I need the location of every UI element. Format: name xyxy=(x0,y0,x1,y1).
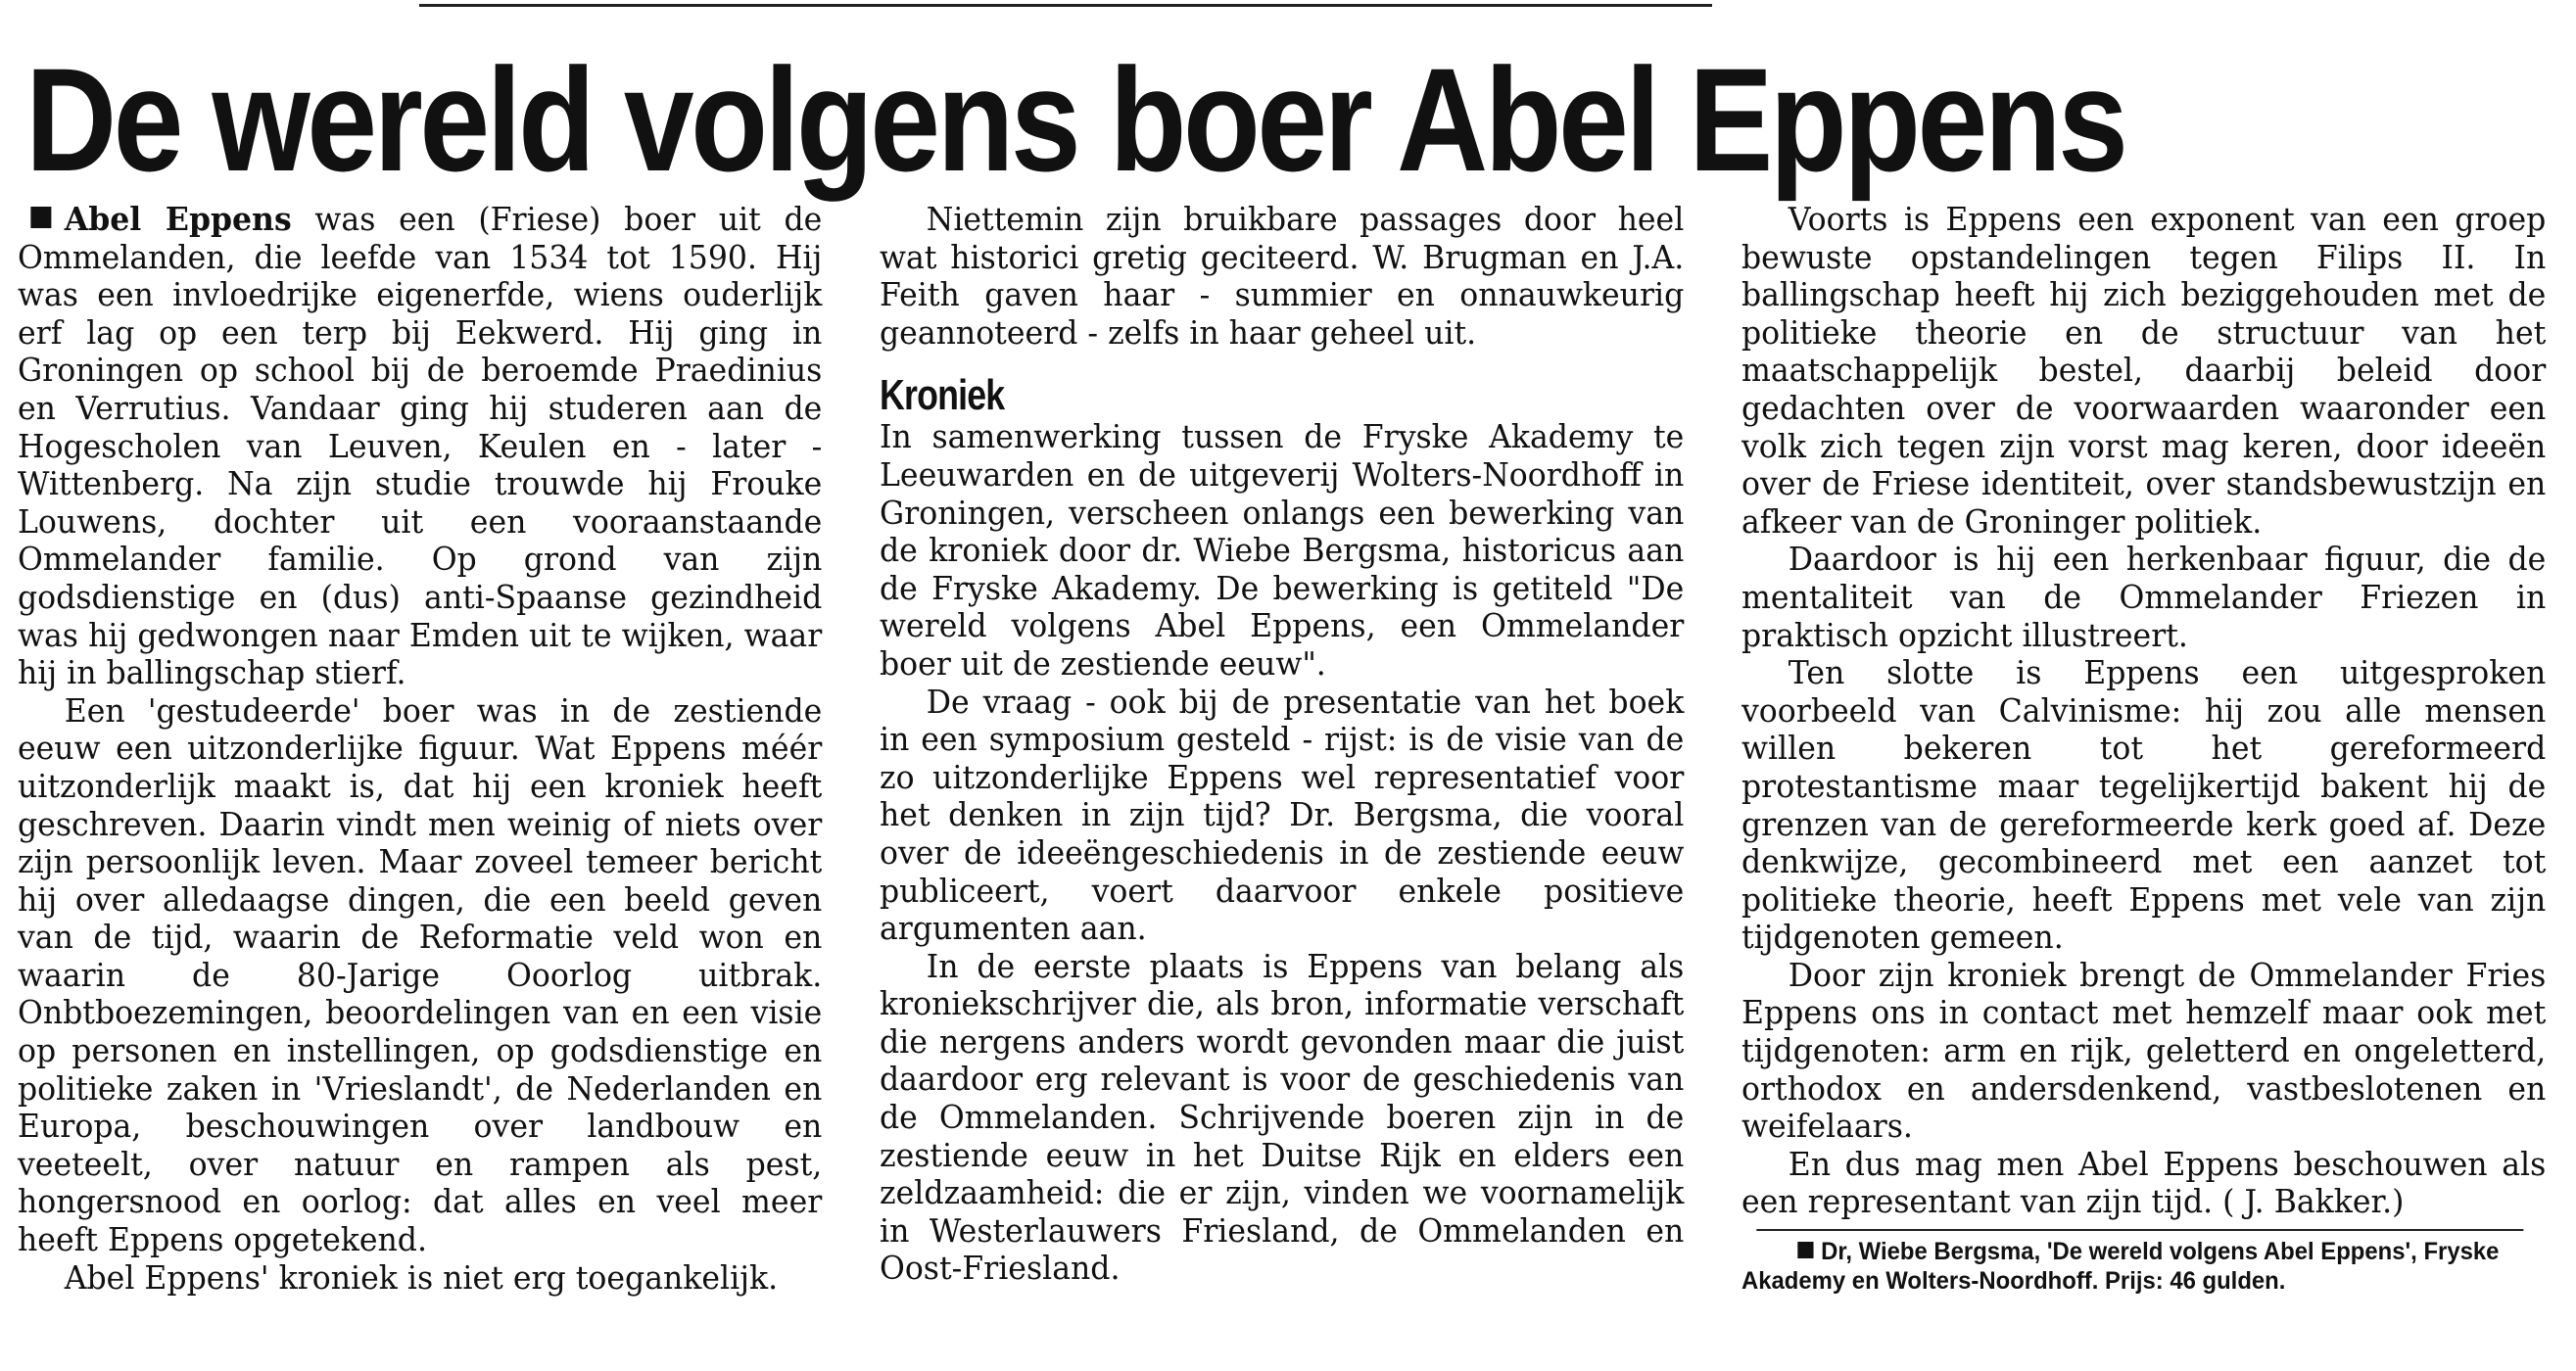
subheading: Kroniek xyxy=(880,371,1005,420)
lead-paragraph xyxy=(18,201,822,692)
paragraph: Ten slotte is Eppens een uitgesproken voorbeeld van Calvinisme: hij zou alle mensen willen bekeren tot het gereformeerd protestantisme maar tegelijkertijd bakent hij de grenzen van de gereformeerde kerk goed af. Deze denkwijze, gecombineerd met een aanzet tot politieke theorie, heeft Eppens met vele van zijn tijdgenoten gemeen. xyxy=(1741,653,2547,957)
paragraph: Door zijn kroniek brengt de Ommelander Fries Eppens ons in contact met hemzelf maar ook met tijdgenoten: arm en rijk, geletterd en ongeletterd, orthodox en andersdenkend, vastbeslotenen en weifelaars. xyxy=(1741,955,2547,1146)
paragraph: Voorts is Eppens een exponent van een groep bewuste opstandelingen tegen Filips II. In ballingschap heeft hij zich beziggehouden met de politieke theorie en de structuur van het maatschappelijk bestel, daarbij beleid door gedachten over de voorwaarden waaronder een volk zich tegen zijn vorst mag keren, door ideeën over de Friese identiteit, over standsbewustzijn en afkeer van de Groninger politiek. xyxy=(1741,200,2547,541)
source-text: Dr, Wiebe Bergsma, 'De wereld volgens Abel Eppens', Fryske Akademy en Wolters-Noordhoff. Prijs: 46 gulden. xyxy=(1741,1238,2500,1296)
top-rule xyxy=(419,4,1712,7)
closing-paragraph: En dus mag men Abel Eppens beschouwen als een representant van zijn tijd. ( J. Bakker.) xyxy=(1741,1144,2547,1221)
paragraph: Daardoor is hij een herkenbaar figuur, die de mentaliteit van de Ommelander Friezen in praktisch opzicht illustreert. xyxy=(1741,540,2547,654)
article-column-1 xyxy=(18,201,822,1297)
lead-text: was een (Friese) boer uit de Ommelanden, die leefde van 1534 tot 1590. Hij was een invloedrijke eigenerfde, wiens ouderlijk erf lag op een terp bij Eekwerd. Hij ging in Groningen op school bij de beroemde Praedinius en Verrutius. Vandaar ging hij studeren aan de Hogescholen van Leuven, Keulen en - later - Wittenberg. Na zijn studie trouwde hij Frouke Louwens, dochter uit een vooraanstaande Ommelander familie. Op grond van zijn godsdienstige en (dus) anti-Spaanse gezindheid was hij gedwongen naar Emden uit te wijken, waar hij in ballingschap stierf. xyxy=(18,200,823,692)
article-column-2 xyxy=(880,201,1684,1288)
paragraph: In samenwerking tussen de Fryske Akademy te Leeuwarden en de uitgeverij Wolters-Noordhoff in Groningen, verscheen onlangs een bewerking van de kroniek door dr. Wiebe Bergsma, historicus aan de Fryske Akademy. De bewerking is getiteld "De wereld volgens Abel Eppens, een Ommelander boer uit de zestiende eeuw". xyxy=(880,417,1685,683)
headline: De wereld volgens boer Abel Eppens xyxy=(25,37,2125,202)
article-column-3 xyxy=(1741,201,2546,1296)
lead-square-icon xyxy=(30,207,51,228)
paragraph: In de eerste plaats is Eppens van belang als kroniekschrijver die, als bron, informatie verschaft die nergens anders wordt gevonden maar die juist daardoor erg relevant is voor de geschiedenis van de Ommelanden. Schrijvende boeren zijn in de zestiende eeuw in het Duitse Rijk en elders een zeldzaamheid: die er zijn, vinden we voornamelijk in Westerlauwers Friesland, de Ommelanden en Oost-Friesland. xyxy=(880,946,1685,1288)
source-square-icon xyxy=(1797,1242,1813,1258)
paragraph: De vraag - ook bij de presentatie van het boek in een symposium gesteld - rijst: is de visie van de zo uitzonderlijke Eppens wel representatief voor het denken in zijn tijd? Dr. Bergsma, die vooral over de ideeëngeschiedenis in de zestiende eeuw publiceert, voert daarvoor enkele positieve argumenten aan. xyxy=(880,682,1685,948)
paragraph: Niettemin zijn bruikbare passages door heel wat historici gretig geciteerd. W. Brugman en J.A. Feith gaven haar - summier en onnauwkeurig geannoteerd - zelfs in haar geheel uit. xyxy=(880,200,1685,352)
book-source-note xyxy=(1741,1237,2546,1296)
lead-name: Abel Eppens xyxy=(64,200,292,238)
source-divider xyxy=(1756,1229,2523,1231)
paragraph: Een 'gestudeerde' boer was in de zestiende eeuw een uitzonderlijke figuur. Wat Eppens méér uitzonderlijk maakt is, dat hij een kroniek heeft geschreven. Daarin vindt men weinig of niets over zijn persoonlijk leven. Maar zoveel temeer bericht hij over alledaagse dingen, die een beeld geven van de tijd, waarin de Reformatie veld won en waarin de 80-Jarige Ooorlog uitbrak. Onbtboezemingen, beoordelingen van en een visie op personen en instellingen, op godsdienstige en politieke zaken in 'Vrieslandt', de Nederlanden en Europa, beschouwingen over landbouw en veeteelt, over natuur en rampen als pest, hongersnood en oorlog: dat alles en veel meer heeft Eppens opgetekend. xyxy=(18,690,823,1259)
paragraph: Abel Eppens' kroniek is niet erg toegankelijk. xyxy=(64,1257,779,1297)
